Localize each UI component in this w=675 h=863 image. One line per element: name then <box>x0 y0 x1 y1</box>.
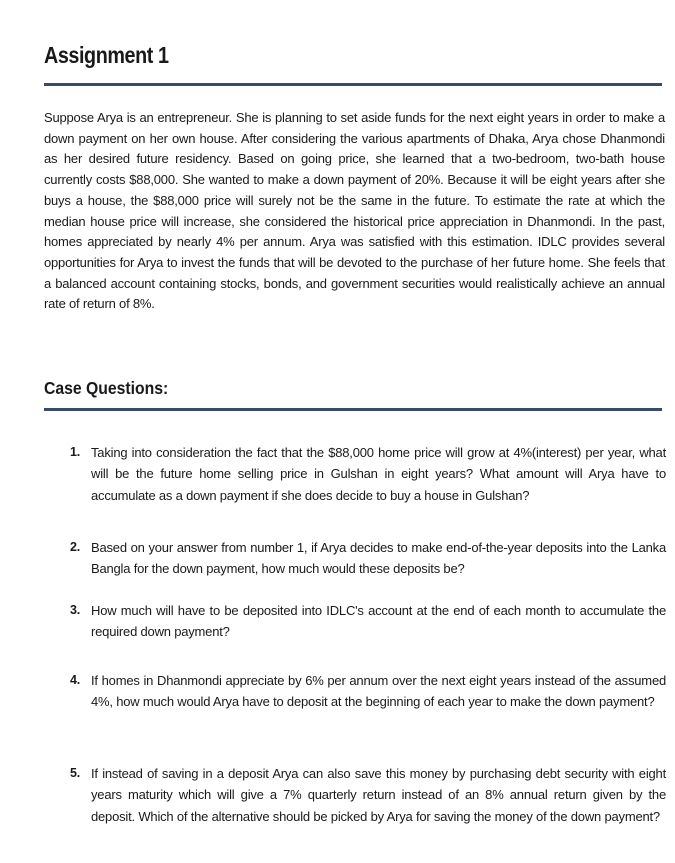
case-questions-heading: Case Questions: <box>44 378 169 398</box>
title-divider <box>44 83 662 86</box>
document-title: Assignment 1 <box>44 42 169 68</box>
question-text: If homes in Dhanmondi appreciate by 6% per annum over the next eight years instead of the assumed 4%, how much would Arya have to deposit at the beginning of each year to make the down payment? <box>91 673 666 710</box>
question-item <box>70 763 666 827</box>
question-number: 2. <box>70 540 81 554</box>
intro-paragraph: Suppose Arya is an entrepreneur. She is planning to set aside funds for the next eight years in order to make a down payment on her own house. After considering the various apartments of Dhaka, Arya chose Dhanmondi as her desired future residency. Based on going price, she learned that a two-bedroom, two-bath house currently costs $88,000. She wanted to make a down payment of 20%. Because it will be eight years after she buys a house, the $88,000 price will surely not be the same in the future. To estimate the rate at which the median house price will increase, she considered the historical price appreciation in Dhanmondi. In the past, homes appreciated by nearly 4% per annum. Arya was satisfied with this estimation. IDLC provides several opportunities for Arya to invest the funds that will be devoted to the purchase of her future home. She feels that a balanced account containing stocks, bonds, and government securities would realistically achieve an annual rate of return of 8%. <box>44 110 665 312</box>
question-number: 4. <box>70 673 81 687</box>
question-item <box>70 670 666 713</box>
question-text: If instead of saving in a deposit Arya can also save this money by purchasing debt security with eight years maturity which will give a 7% quarterly return instead of an 8% annual return given by the deposit. Which of the alternative should be picked by Arya for saving the money of the down payment? <box>91 766 666 824</box>
question-item <box>70 442 666 506</box>
question-text: Based on your answer from number 1, if Arya decides to make end-of-the-year deposits into the Lanka Bangla for the down payment, how much would these deposits be? <box>91 540 666 577</box>
question-item <box>70 600 666 643</box>
question-number: 5. <box>70 766 81 780</box>
question-number: 1. <box>70 445 81 459</box>
question-number: 3. <box>70 603 81 617</box>
section-divider <box>44 408 662 411</box>
question-text: How much will have to be deposited into IDLC's account at the end of each month to accumulate the required down payment? <box>91 603 666 640</box>
question-item <box>70 537 666 580</box>
question-text: Taking into consideration the fact that the $88,000 home price will grow at 4%(interest) per year, what will be the future home selling price in Gulshan in eight years? What amount will Arya have to accumulate as a down payment if she does decide to buy a house in Gulshan? <box>91 445 666 503</box>
